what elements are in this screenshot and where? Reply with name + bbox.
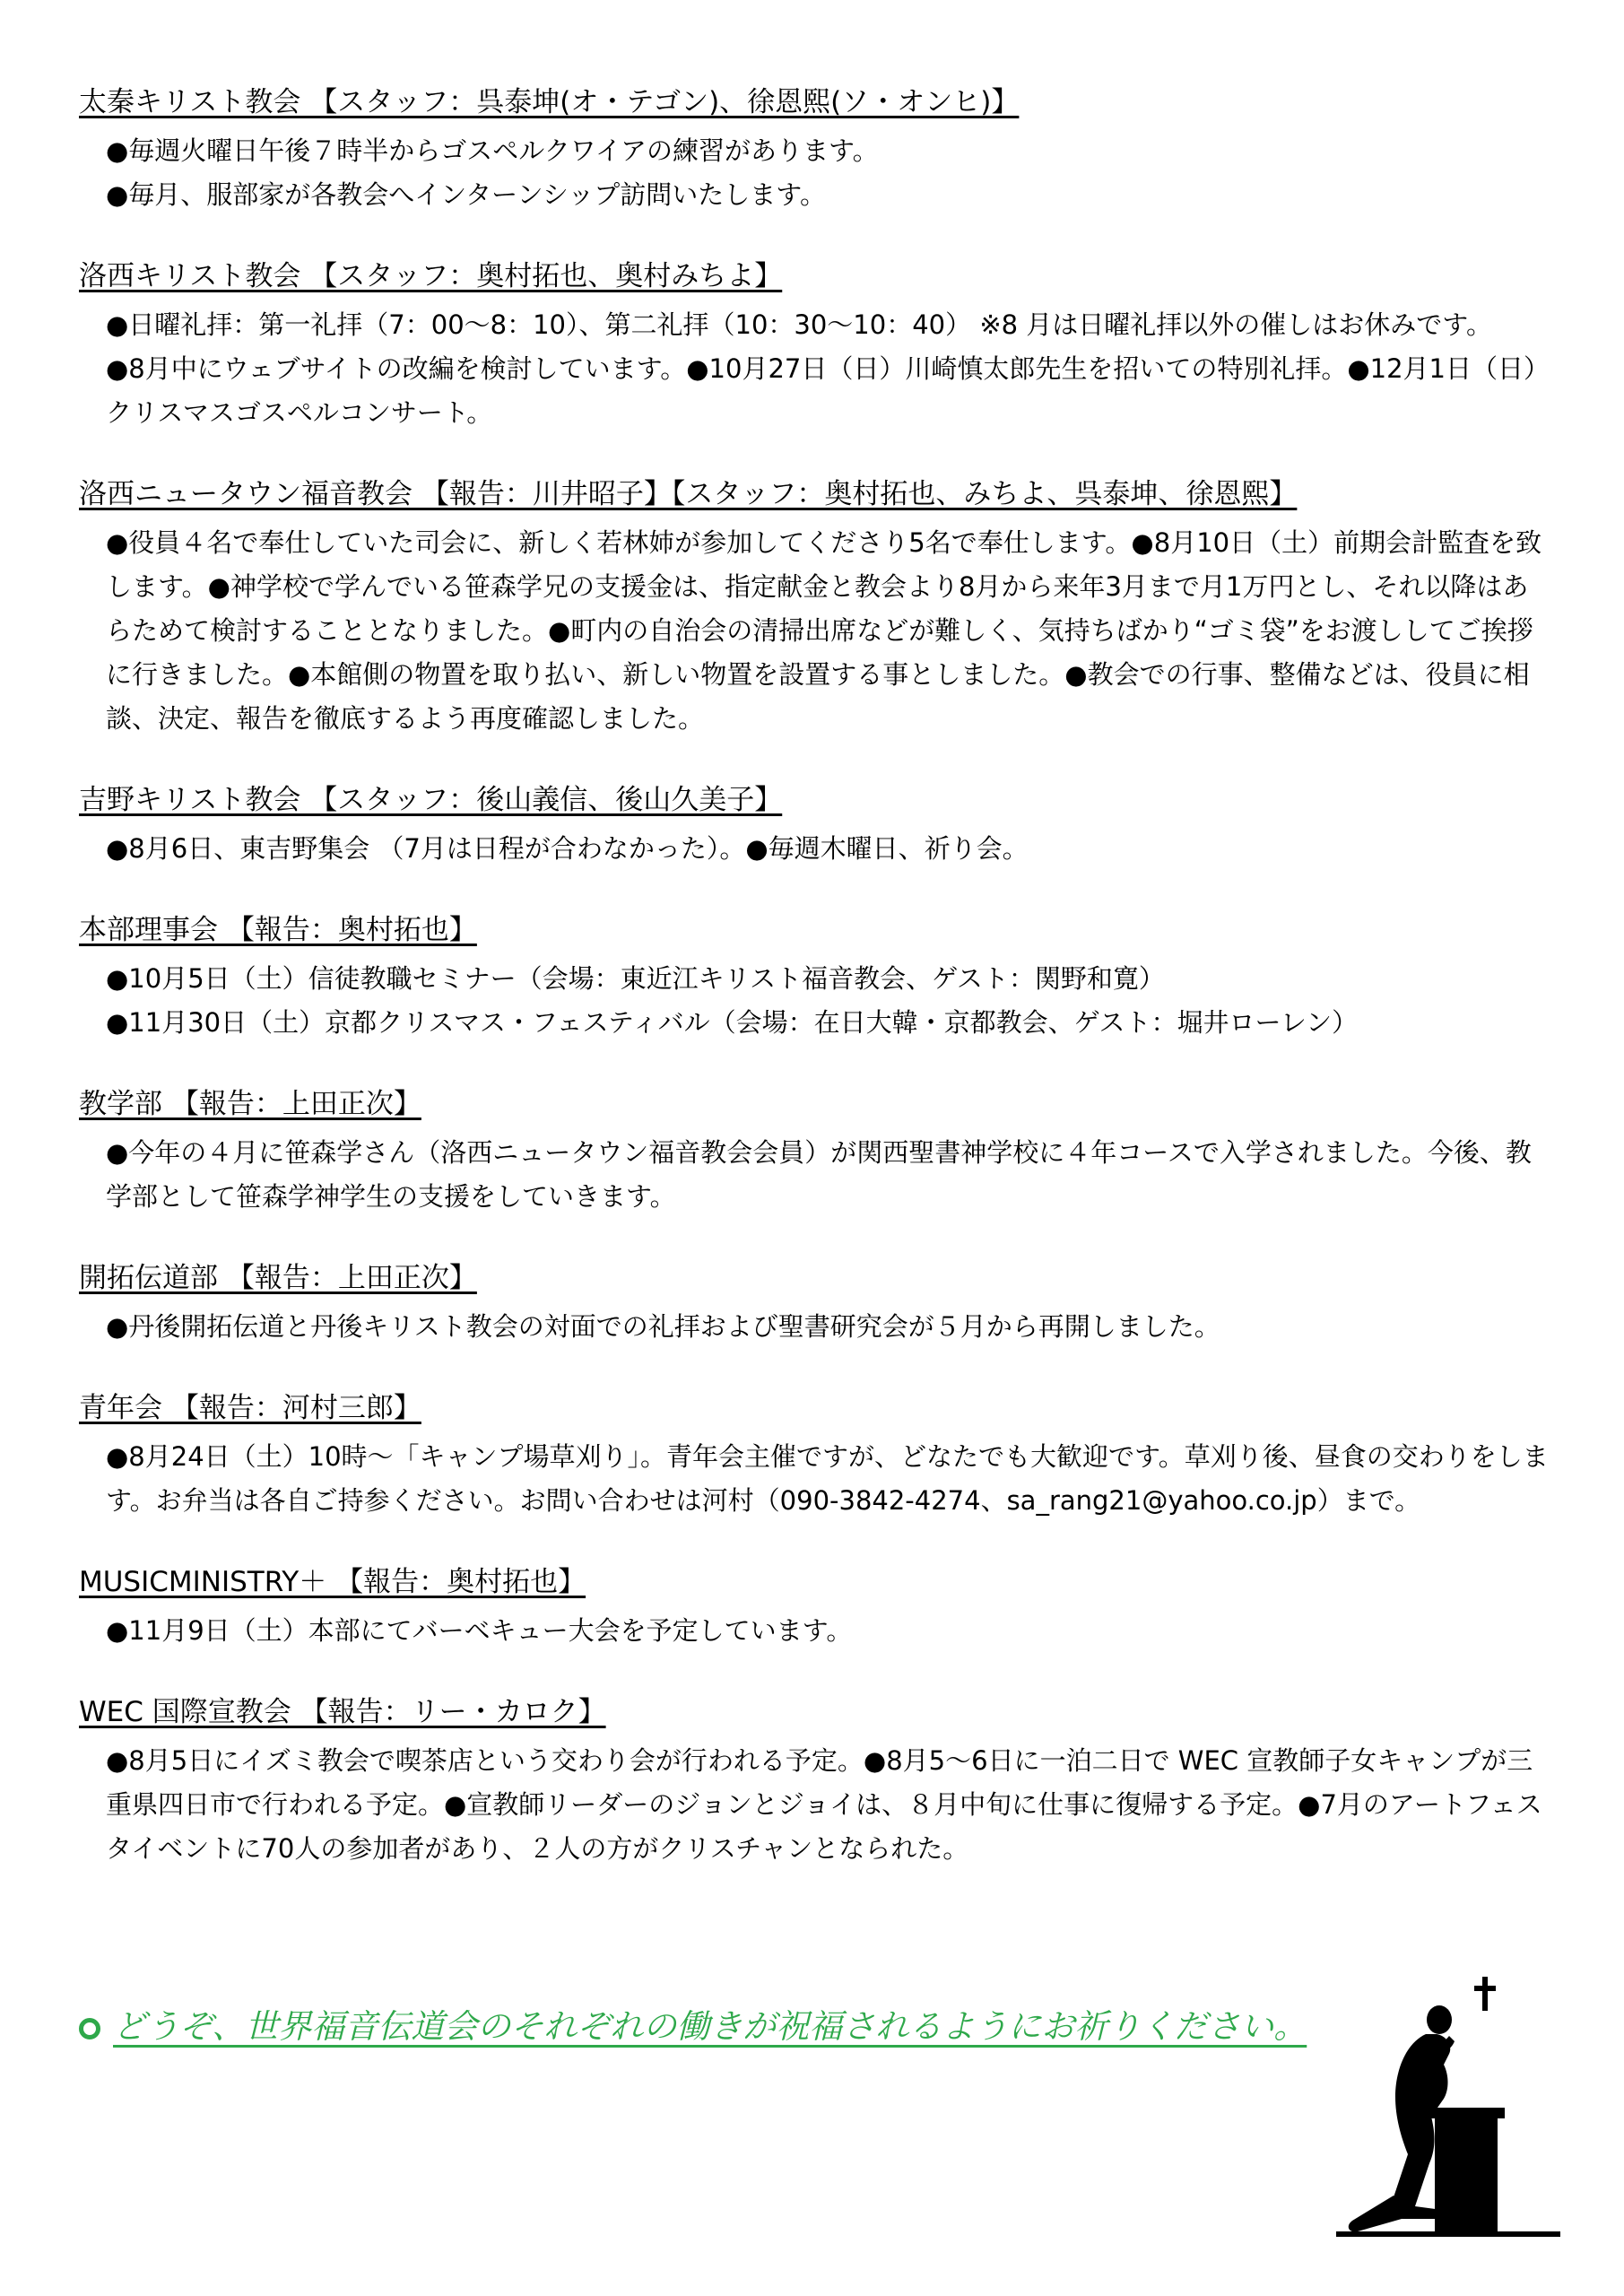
report-section — [79, 474, 1559, 741]
section-paragraph: ●8月中にウェブサイトの改編を検討しています。●10月27日（日）川崎慎太郎先生を招いての特別礼拝。●12月1日（日）クリスマスゴスペルコンサート。 — [106, 353, 1550, 428]
section-paragraph: ●毎月、服部家が各教会へインターンシップ訪問いたします。 — [106, 179, 826, 210]
section-paragraph: ●10月5日（土）信徒教職セミナー（会場：東近江キリスト福音教会、ゲスト：関野和寛） — [106, 963, 1165, 994]
section-paragraph: ●役員４名で奉仕していた司会に、新しく若林姉が参加してくださり5名で奉仕します。●8月10日（土）前期会計監査を致します。●神学校で学んでいる笹森学兄の支援金は、指定献金と教会より8月から来年3月まで月1万円とし、それ以降はあらためて検討することとなりました。●町内の自治会の清掃出席などが難しく、気持ちばかり“ゴミ袋”をお渡ししてご挨拶に行きました。●本館側の物置を取り払い、新しい物置を設置する事としました。●教会での行事、整備などは、役員に相談、決定、報告を徹底するよう再度確認しました。 — [106, 527, 1542, 734]
section-heading: 青年会 【報告：河村三郎】 — [79, 1392, 421, 1424]
report-section — [79, 1692, 1559, 1871]
report-section — [79, 1258, 1559, 1349]
report-body — [79, 83, 1559, 1910]
closing-prayer — [79, 2002, 1307, 2052]
closing-text: どうぞ、世界福音伝道会のそれぞれの働きが祝福されるようにお祈りください。 — [113, 2007, 1307, 2046]
section-heading: MUSICMINISTRY＋ 【報告：奥村拓也】 — [79, 1566, 586, 1598]
section-heading: 洛西キリスト教会 【スタッフ：奥村拓也、奥村みちよ】 — [79, 260, 783, 292]
report-section — [79, 1388, 1559, 1523]
section-paragraph: ●11月9日（土）本部にてバーベキュー大会を予定しています。 — [106, 1615, 853, 1646]
section-paragraph: ●8月6日、東吉野集会 （7月は日程が合わなかった）。●毎週木曜日、祈り会。 — [106, 833, 1029, 864]
section-paragraph: ●8月5日にイズミ教会で喫茶店という交わり会が行われる予定。●8月5～6日に一泊二日で WEC 宣教師子女キャンプが三重県四日市で行われる予定。●宣教師リーダーのジョンとジョイは、８月中旬に仕事に復帰する予定。●7月のアートフェスタイベントに70人の参加者があり、２人の方がクリスチャンとなられた。 — [106, 1745, 1542, 1864]
section-heading: 開拓伝道部 【報告：上田正次】 — [79, 1262, 477, 1294]
section-paragraph: ●8月24日（土）10時～「キャンプ場草刈り」。青年会主催ですが、どなたでも大歓迎です。草刈り後、昼食の交わりをします。お弁当は各自ご持参ください。お問い合わせは河村（090-3842-4274、sa_rang21@yahoo.co.jp）まで。 — [106, 1441, 1549, 1516]
section-heading: 本部理事会 【報告：奥村拓也】 — [79, 914, 477, 946]
section-paragraph: ●日曜礼拝：第一礼拝（7：00～8：10）、第二礼拝（10：30～10：40） ※8 月は日曜礼拝以外の催しはお休みです。 — [106, 309, 1492, 340]
report-section — [79, 910, 1559, 1045]
section-heading: 吉野キリスト教会 【スタッフ：後山義信、後山久美子】 — [79, 784, 783, 816]
section-heading: 太秦キリスト教会 【スタッフ：呉泰坤(オ・テゴン)、徐恩熙(ソ・オンヒ)】 — [79, 86, 1020, 118]
section-paragraph: ●今年の４月に笹森学さん（洛西ニュータウン福音教会会員）が関西聖書神学校に４年コースで入学されました。今後、教学部として笹森学神学生の支援をしていきます。 — [106, 1137, 1532, 1212]
report-section — [79, 780, 1559, 871]
report-section — [79, 1562, 1559, 1653]
section-heading: WEC 国際宣教会 【報告：リー・カロク】 — [79, 1696, 606, 1728]
section-paragraph: ●丹後開拓伝道と丹後キリスト教会の対面での礼拝および聖書研究会が５月から再開しました。 — [106, 1311, 1220, 1342]
praying-man-with-cross-icon — [1336, 1964, 1560, 2251]
section-heading: 教学部 【報告：上田正次】 — [79, 1088, 421, 1120]
section-paragraph: ●11月30日（土）京都クリスマス・フェスティバル（会場：在日大韓・京都教会、ゲスト：堀井ローレン） — [106, 1007, 1359, 1038]
section-heading: 洛西ニュータウン福音教会 【報告：川井昭子】【スタッフ：奥村拓也、みちよ、呉泰坤、徐恩熙】 — [79, 478, 1298, 510]
report-section — [79, 83, 1559, 217]
report-section — [79, 1084, 1559, 1219]
section-paragraph: ●毎週火曜日午後７時半からゴスペルクワイアの練習があります。 — [106, 135, 879, 166]
report-section — [79, 257, 1559, 435]
ring-icon — [79, 2018, 100, 2039]
